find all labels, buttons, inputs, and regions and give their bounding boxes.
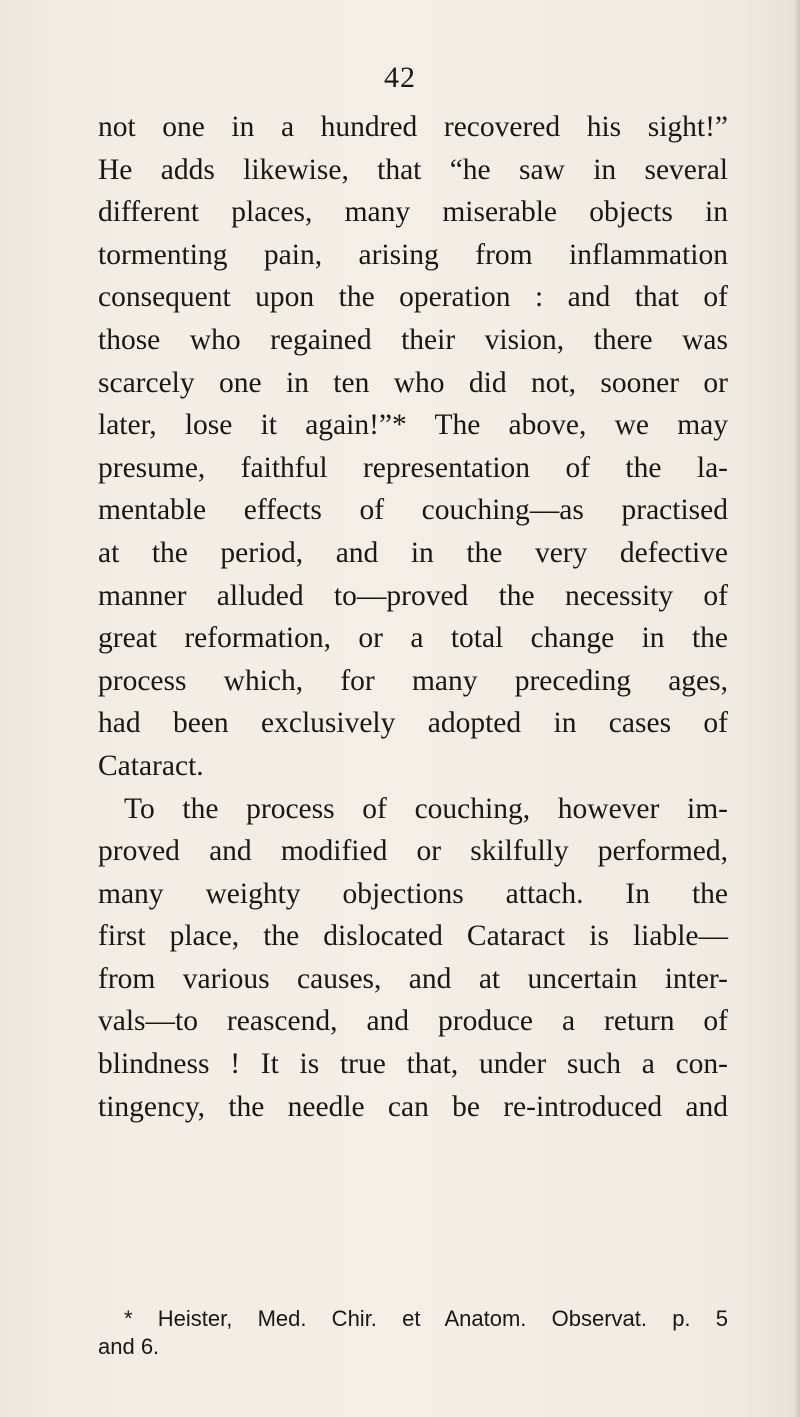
text-line: tingency, the needle can be re-introduced and	[98, 1090, 728, 1123]
text-line: presume, faithful representation of the la-	[98, 451, 728, 484]
text-line: He adds likewise, that “he saw in several	[98, 153, 728, 186]
text-line: vals—to reascend, and produce a return of	[98, 1005, 728, 1038]
text-line: blindness ! It is true that, under such a con-	[98, 1048, 728, 1081]
text-line: at the period, and in the very defective	[98, 536, 728, 569]
text-line: many weighty objections attach. In the	[98, 877, 728, 910]
text-line: process which, for many preceding ages,	[98, 664, 728, 697]
text-line: later, lose it again!”* The above, we may	[98, 409, 728, 442]
text-line: proved and modified or skilfully performed,	[98, 835, 728, 868]
text-line: great reformation, or a total change in the	[98, 622, 728, 655]
text-line: from various causes, and at uncertain inter-	[98, 962, 728, 995]
text-line: mentable effects of couching—as practised	[98, 494, 728, 527]
text-line: consequent upon the operation : and that of	[98, 281, 728, 314]
text-line: first place, the dislocated Cataract is liable—	[98, 920, 728, 953]
text-line: To the process of couching, however im-	[124, 792, 728, 825]
page-edge-shadow	[794, 0, 800, 1417]
text-line: had been exclusively adopted in cases of	[98, 707, 728, 740]
text-line: those who regained their vision, there was	[98, 323, 728, 356]
text-line: different places, many miserable objects in	[98, 196, 728, 229]
page-number: 42	[384, 61, 416, 94]
body-text	[98, 106, 728, 1128]
text-line: tormenting pain, arising from inflammation	[98, 238, 728, 271]
text-line: manner alluded to—proved the necessity of	[98, 579, 728, 612]
footnote-line: * Heister, Med. Chir. et Anatom. Observat. p. 5	[124, 1306, 728, 1331]
footnote	[98, 1305, 728, 1361]
text-line: Cataract.	[98, 749, 204, 782]
text-line: not one in a hundred recovered his sight!”	[98, 111, 728, 143]
footnote-line: and 6.	[98, 1334, 160, 1359]
text-line: scarcely one in ten who did not, sooner or	[98, 366, 728, 399]
